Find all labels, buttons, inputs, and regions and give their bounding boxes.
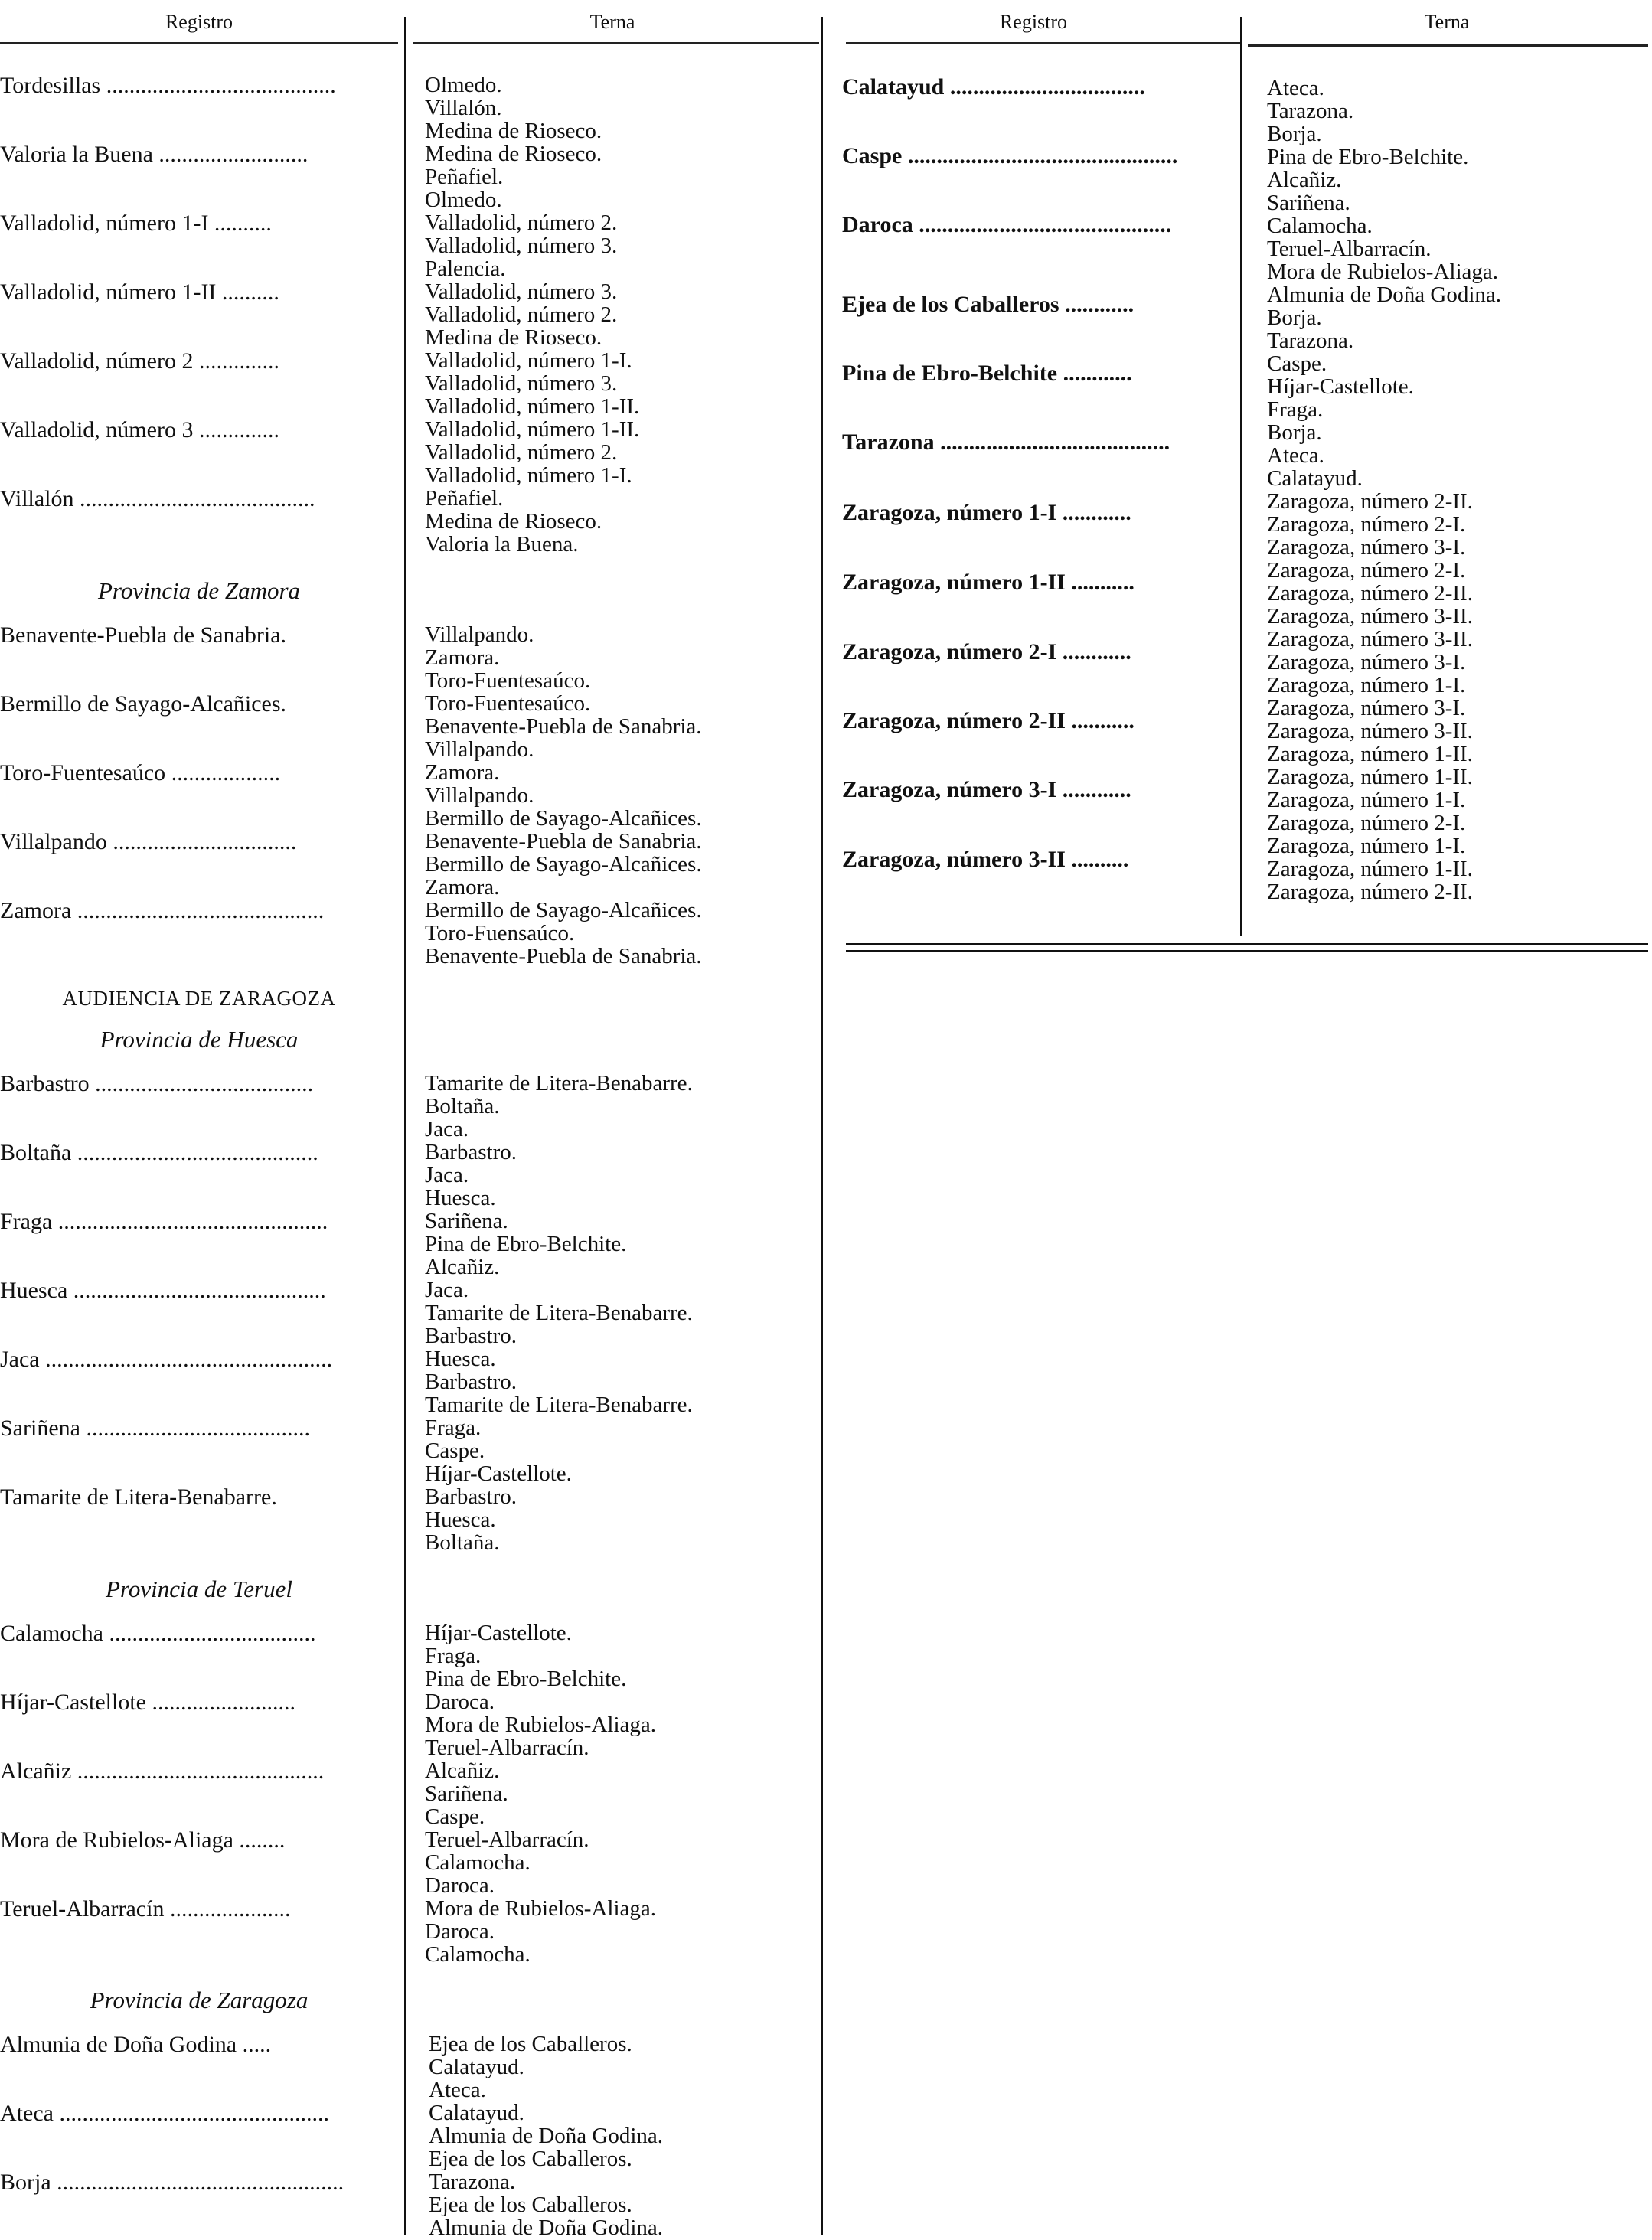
terna-entry: Benavente-Puebla de Sanabria. (425, 944, 702, 968)
terna-block-zaragoza (429, 2033, 815, 2239)
terna-entry: Zaragoza, número 3-II. (1267, 604, 1473, 629)
terna-entry: Villalpando. (425, 737, 534, 762)
terna-entry: Caspe. (1267, 351, 1327, 376)
registro-entry: Valladolid, número 1-I .......... (0, 211, 272, 236)
registro-entry: Villalpando ................................ (0, 830, 297, 854)
terna-entry: Zaragoza, número 3-I. (1267, 696, 1466, 720)
terna-entry: Teruel-Albarracín. (425, 1827, 589, 1852)
terna-entry: Ejea de los Caballeros. (429, 2147, 632, 2171)
terna-entry: Calamocha. (425, 1942, 531, 1967)
terna-entry: Tarazona. (1267, 99, 1354, 123)
terna-entry: Híjar-Castellote. (425, 1621, 572, 1645)
terna-entry: Barbastro. (425, 1324, 517, 1348)
terna-entry: Daroca. (425, 1919, 495, 1944)
terna-entry: Medina de Rioseco. (425, 509, 602, 534)
terna-entry: Ejea de los Caballeros. (429, 2193, 632, 2217)
section-heading: Provincia de Teruel (106, 1576, 292, 1602)
registro-entry: Tordesillas ........................................ (0, 73, 336, 98)
terna-entry: Tarazona. (429, 2170, 516, 2194)
terna-entry: Zamora. (425, 875, 500, 900)
header-terna-left: Terna (589, 11, 635, 33)
terna-entry: Olmedo. (425, 73, 502, 97)
terna-entry: Peñafiel. (425, 165, 504, 189)
terna-entry: Barbastro. (425, 1484, 517, 1509)
registro-entry: Ateca ............................................... (0, 2101, 329, 2126)
terna-entry: Tamarite de Litera-Benabarre. (425, 1393, 693, 1417)
terna-entry: Calamocha. (1267, 214, 1373, 238)
registro-entry: Zaragoza, número 2-I ............ (842, 640, 1131, 664)
terna-entry: Calamocha. (425, 1850, 531, 1875)
terna-entry: Teruel-Albarracín. (425, 1736, 589, 1760)
registro-entry: Jaca .................................................. (0, 1347, 333, 1372)
registro-entry: Valladolid, número 3 .............. (0, 418, 279, 442)
section-heading: Provincia de Zamora (97, 577, 301, 604)
terna-entry: Zaragoza, número 1-II. (1267, 742, 1473, 766)
terna-entry: Toro-Fuentesaúco. (425, 668, 591, 693)
terna-entry: Sariñena. (1267, 191, 1350, 215)
registro-entry: Híjar-Castellote ......................... (0, 1690, 296, 1715)
terna-entry: Calatayud. (429, 2055, 524, 2079)
terna-entry: Valladolid, número 1-II. (425, 394, 640, 419)
terna-entry: Caspe. (425, 1804, 485, 1829)
terna-entry: Jaca. (425, 1163, 469, 1187)
terna-entry: Bermillo de Sayago-Alcañices. (425, 898, 702, 922)
registro-entry: Valladolid, número 2 .............. (0, 349, 279, 374)
terna-entry: Peñafiel. (425, 486, 504, 511)
terna-entry: Benavente-Puebla de Sanabria. (425, 829, 702, 854)
terna-entry: Huesca. (425, 1186, 496, 1210)
section-heading: Provincia de Zaragoza (90, 1987, 309, 2013)
header-rule (1248, 44, 1648, 47)
terna-entry: Zaragoza, número 1-I. (1267, 673, 1466, 697)
header-registro-right: Registro (999, 11, 1068, 33)
terna-entry: Calatayud. (429, 2101, 524, 2125)
header-rule (846, 42, 1240, 44)
registro-entry: Mora de Rubielos-Aliaga ........ (0, 1828, 286, 1853)
terna-entry: Bermillo de Sayago-Alcañices. (425, 806, 702, 831)
header-rule (413, 42, 819, 44)
terna-entry: Zaragoza, número 1-II. (1267, 857, 1473, 881)
registro-entry: Tamarite de Litera-Benabarre. (0, 1485, 277, 1510)
registro-entry: Tarazona ........................................ (842, 430, 1170, 455)
terna-entry: Sariñena. (425, 1209, 508, 1233)
terna-entry: Zaragoza, número 1-I. (1267, 834, 1466, 858)
terna-entry: Bermillo de Sayago-Alcañices. (425, 852, 702, 877)
terna-entry: Zamora. (425, 760, 500, 785)
terna-entry: Borja. (1267, 420, 1322, 445)
column-divider (821, 17, 823, 2235)
section-heading: Provincia de Huesca (100, 1026, 299, 1053)
terna-entry: Caspe. (425, 1438, 485, 1463)
terna-block-teruel (425, 1621, 815, 1966)
registro-entry: Zaragoza, número 1-II ........... (842, 570, 1135, 595)
registro-entry: Borja .................................................. (0, 2170, 344, 2195)
terna-entry: Borja. (1267, 305, 1322, 330)
terna-entry: Benavente-Puebla de Sanabria. (425, 714, 702, 739)
registro-entry: Alcañiz ........................................... (0, 1759, 325, 1784)
terna-entry: Zaragoza, número 3-I. (1267, 650, 1466, 674)
terna-block-huesca (425, 1072, 815, 1554)
terna-entry: Fraga. (425, 1416, 482, 1440)
terna-entry: Teruel-Albarracín. (1267, 237, 1432, 261)
terna-entry: Pina de Ebro-Belchite. (425, 1232, 627, 1256)
terna-entry: Villalpando. (425, 783, 534, 808)
terna-entry: Valladolid, número 3. (425, 233, 618, 258)
terna-entry: Fraga. (425, 1644, 482, 1668)
registro-entry: Zamora ........................................... (0, 899, 325, 923)
terna-entry: Valladolid, número 1-II. (425, 417, 640, 442)
terna-entry: Huesca. (425, 1507, 496, 1532)
terna-entry: Valladolid, número 3. (425, 371, 618, 396)
registro-entry: Zaragoza, número 3-I ............ (842, 778, 1131, 802)
terna-entry: Villalón. (425, 96, 502, 120)
terna-entry: Jaca. (425, 1278, 469, 1302)
audiencia-heading: AUDIENCIA DE ZARAGOZA (62, 987, 336, 1010)
terna-entry: Zaragoza, número 1-I. (1267, 788, 1466, 812)
terna-entry: Pina de Ebro-Belchite. (1267, 145, 1469, 169)
terna-entry: Zamora. (425, 645, 500, 670)
terna-entry: Híjar-Castellote. (425, 1461, 572, 1486)
terna-entry: Olmedo. (425, 188, 502, 212)
registro-entry: Zaragoza, número 2-II ........... (842, 709, 1135, 733)
registro-entry: Valladolid, número 1-II .......... (0, 280, 279, 305)
terna-entry: Mora de Rubielos-Aliaga. (425, 1713, 657, 1737)
terna-entry: Tarazona. (1267, 328, 1354, 353)
terna-entry: Boltaña. (425, 1530, 500, 1555)
terna-entry: Jaca. (425, 1117, 469, 1141)
terna-entry: Valladolid, número 1-I. (425, 348, 632, 373)
registro-entry: Valoria la Buena .......................... (0, 142, 309, 167)
terna-entry: Almunia de Doña Godina. (1267, 282, 1502, 307)
registro-entry: Calamocha .................................... (0, 1621, 316, 1646)
terna-entry: Tamarite de Litera-Benabarre. (425, 1301, 693, 1325)
terna-entry: Toro-Fuentesaúco. (425, 691, 591, 716)
terna-entry: Fraga. (1267, 397, 1324, 422)
terna-entry: Barbastro. (425, 1140, 517, 1164)
terna-entry: Almunia de Doña Godina. (429, 2216, 664, 2240)
registro-entry: Calatayud .................................. (842, 75, 1145, 100)
terna-entry: Huesca. (425, 1347, 496, 1371)
header-registro-left: Registro (165, 11, 233, 33)
terna-entry: Daroca. (425, 1873, 495, 1898)
registro-entry: Ejea de los Caballeros ............ (842, 292, 1135, 317)
terna-entry: Zaragoza, número 2-II. (1267, 489, 1473, 514)
registro-entry: Pina de Ebro-Belchite ............ (842, 361, 1132, 386)
column-divider (404, 17, 406, 2235)
terna-entry: Mora de Rubielos-Aliaga. (1267, 260, 1499, 284)
terna-entry: Valladolid, número 2. (425, 211, 618, 235)
registro-entry: Teruel-Albarracín ..................... (0, 1897, 291, 1922)
terna-entry: Zaragoza, número 1-II. (1267, 765, 1473, 789)
closing-rule (846, 943, 1648, 945)
terna-entry: Zaragoza, número 3-II. (1267, 719, 1473, 743)
terna-entry: Valladolid, número 2. (425, 440, 618, 465)
registro-entry: Daroca ............................................ (842, 213, 1172, 237)
terna-entry: Toro-Fuensaúco. (425, 921, 575, 945)
registro-entry: Barbastro ...................................... (0, 1072, 314, 1096)
registro-entry: Villalón ......................................... (0, 487, 315, 511)
registro-entry: Boltaña .......................................... (0, 1141, 318, 1165)
terna-entry: Palencia. (425, 256, 506, 281)
terna-block-zamora (425, 623, 815, 968)
terna-entry: Medina de Rioseco. (425, 325, 602, 350)
terna-entry: Ateca. (1267, 76, 1324, 100)
terna-entry: Calatayud. (1267, 466, 1363, 491)
terna-entry: Zaragoza, número 3-II. (1267, 627, 1473, 651)
registro-entry: Toro-Fuentesaúco ................... (0, 761, 281, 785)
terna-entry: Valoria la Buena. (425, 532, 579, 557)
terna-entry: Zaragoza, número 2-I. (1267, 811, 1466, 835)
terna-entry: Valladolid, número 1-I. (425, 463, 632, 488)
terna-entry: Zaragoza, número 3-I. (1267, 535, 1466, 560)
registro-entry: Caspe ............................................... (842, 144, 1178, 168)
terna-entry: Almunia de Doña Godina. (429, 2124, 664, 2148)
terna-entry: Zaragoza, número 2-II. (1267, 880, 1473, 904)
terna-entry: Daroca. (425, 1690, 495, 1714)
terna-entry: Alcañiz. (425, 1758, 500, 1783)
terna-entry: Alcañiz. (425, 1255, 500, 1279)
header-rule (0, 42, 398, 44)
terna-entry: Zaragoza, número 2-I. (1267, 512, 1466, 537)
terna-entry: Villalpando. (425, 622, 534, 647)
registro-entry: Zaragoza, número 3-II .......... (842, 847, 1129, 872)
registro-entry: Sariñena ....................................... (0, 1416, 310, 1441)
registro-entry: Bermillo de Sayago-Alcañices. (0, 692, 287, 717)
terna-entry: Zaragoza, número 2-I. (1267, 558, 1466, 583)
terna-entry: Valladolid, número 3. (425, 279, 618, 304)
terna-entry: Sariñena. (425, 1781, 508, 1806)
terna-entry: Híjar-Castellote. (1267, 374, 1414, 399)
terna-entry: Borja. (1267, 122, 1322, 146)
terna-entry: Alcañiz. (1267, 168, 1342, 192)
terna-entry: Barbastro. (425, 1370, 517, 1394)
terna-entry: Ejea de los Caballeros. (429, 2032, 632, 2056)
terna-entry: Mora de Rubielos-Aliaga. (425, 1896, 657, 1921)
terna-entry: Tamarite de Litera-Benabarre. (425, 1071, 693, 1096)
terna-entry: Pina de Ebro-Belchite. (425, 1667, 627, 1691)
terna-entry: Zaragoza, número 2-II. (1267, 581, 1473, 606)
terna-entry: Ateca. (1267, 443, 1324, 468)
terna-entry: Medina de Rioseco. (425, 119, 602, 143)
column-divider (1240, 17, 1242, 936)
header-terna-right: Terna (1424, 11, 1470, 33)
registro-entry: Zaragoza, número 1-I ............ (842, 501, 1131, 525)
terna-entry: Boltaña. (425, 1094, 500, 1118)
terna-entry: Ateca. (429, 2078, 486, 2102)
terna-block-right (1267, 77, 1646, 903)
closing-rule (846, 950, 1648, 952)
terna-block-valladolid (425, 73, 815, 556)
registro-entry: Huesca ............................................ (0, 1278, 326, 1303)
registro-entry: Almunia de Doña Godina ..... (0, 2033, 272, 2057)
registro-entry: Fraga ............................................... (0, 1210, 328, 1234)
terna-entry: Medina de Rioseco. (425, 142, 602, 166)
registro-entry: Benavente-Puebla de Sanabria. (0, 623, 287, 648)
terna-entry: Valladolid, número 2. (425, 302, 618, 327)
